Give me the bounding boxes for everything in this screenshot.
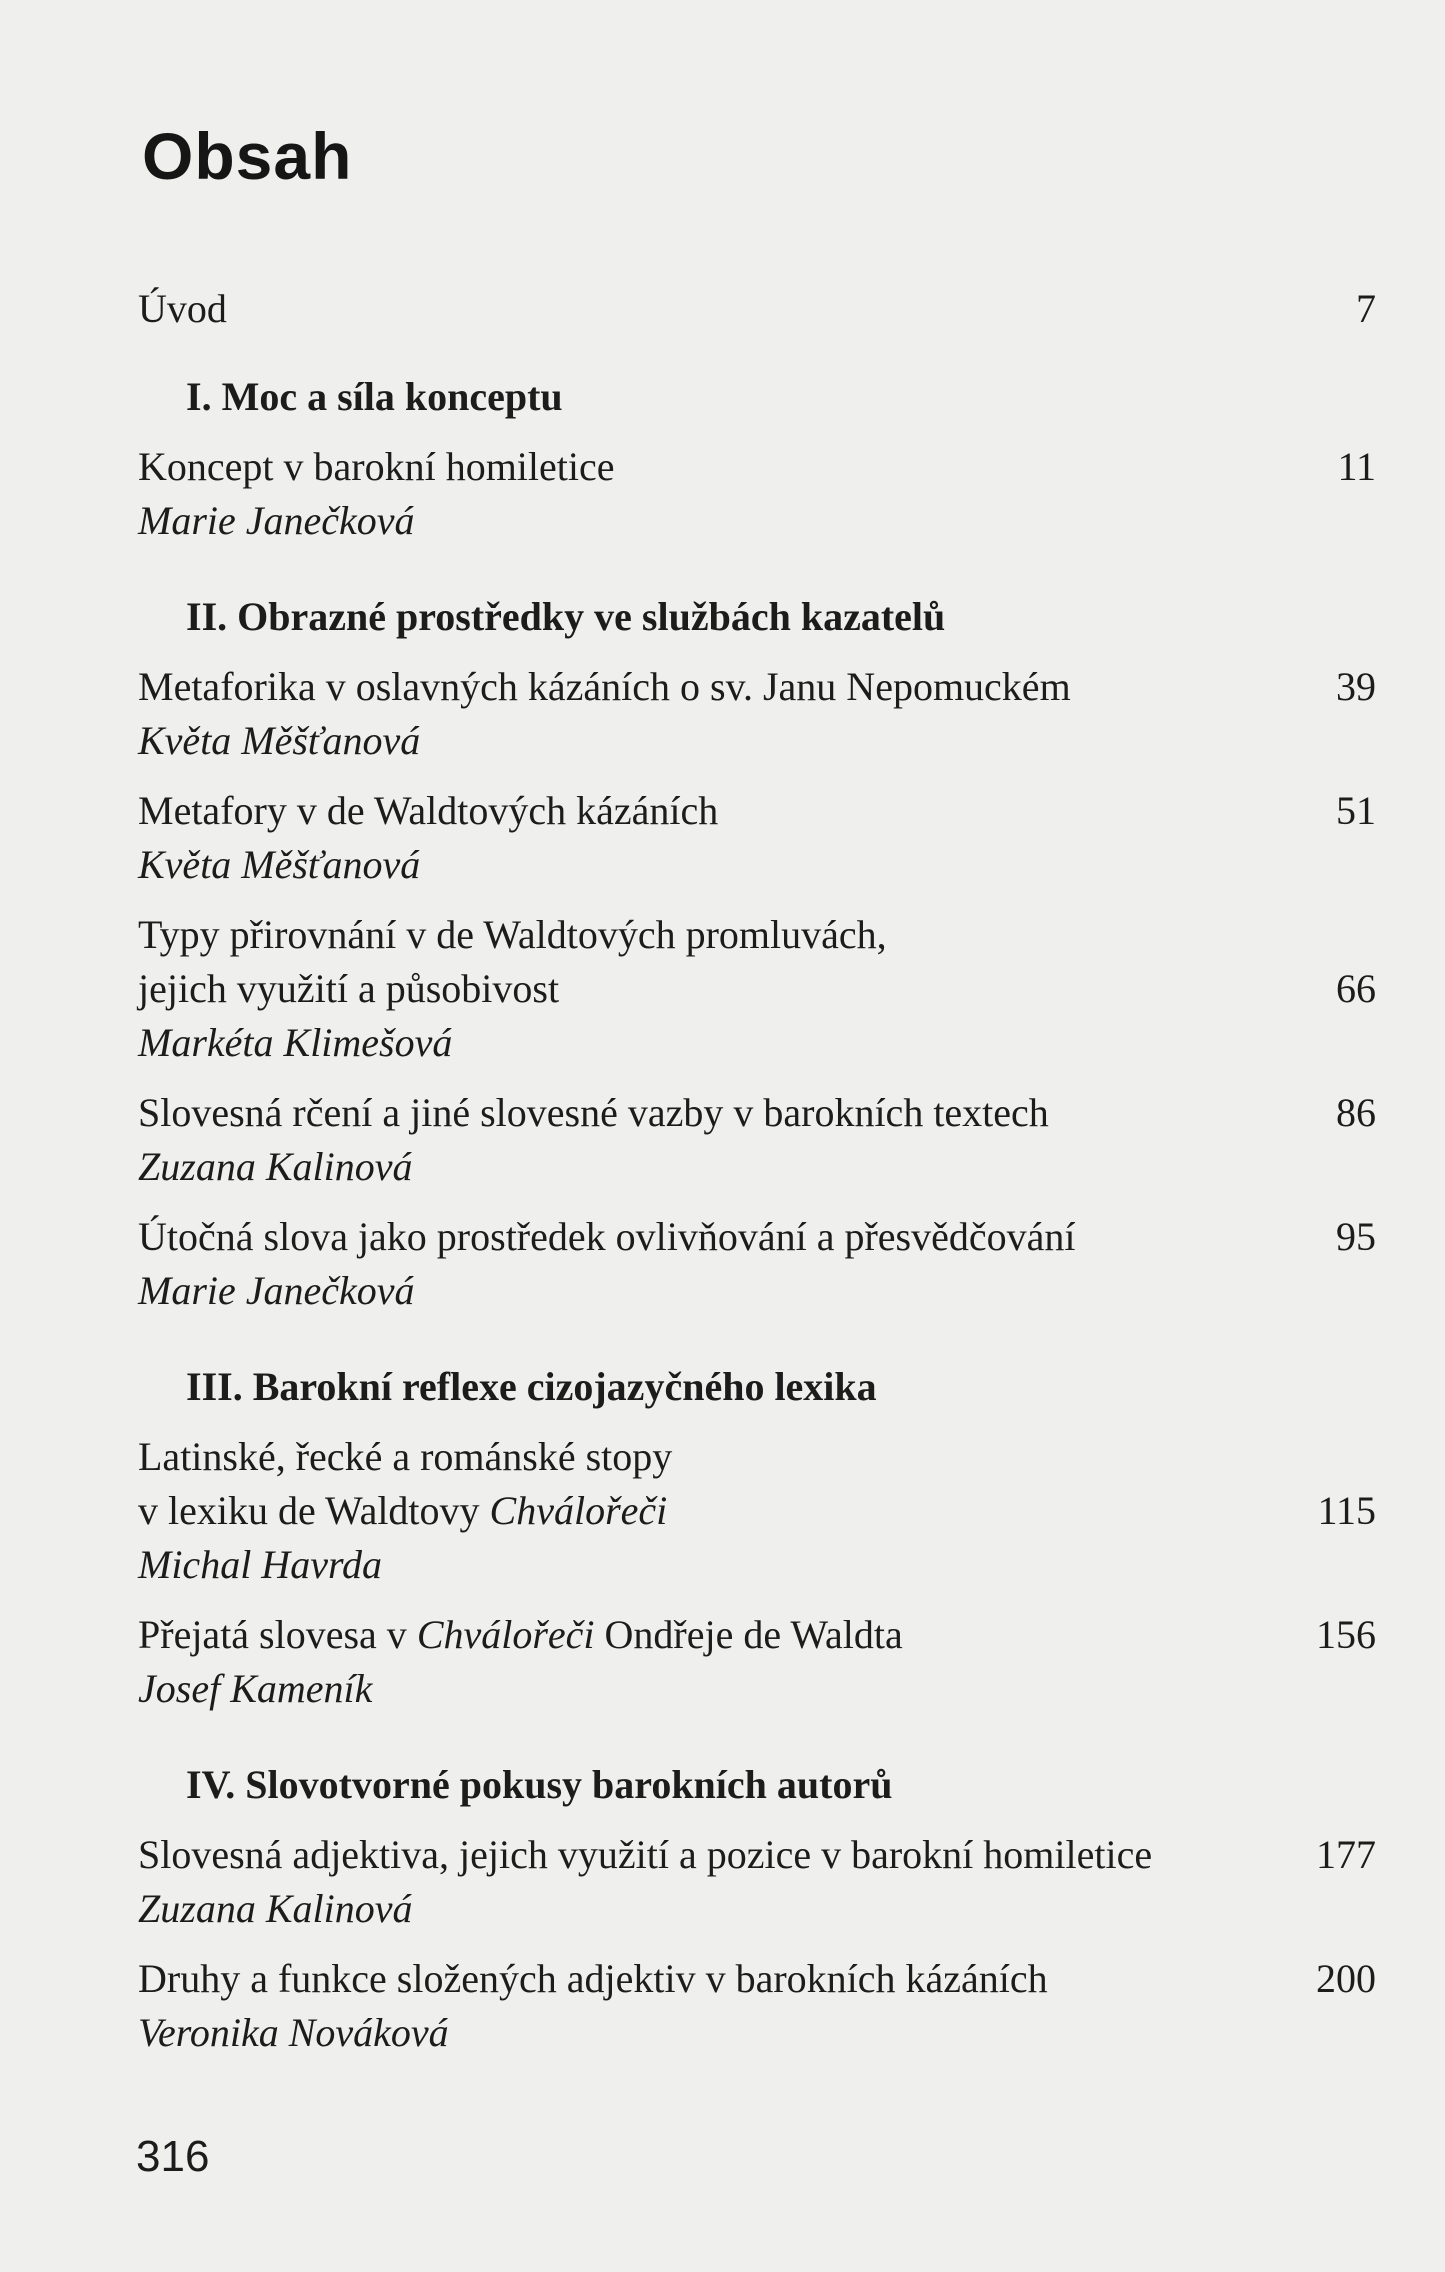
entry-title-italic: Chválořeči [489, 1488, 668, 1533]
entry-author: Josef Kameník [138, 1666, 373, 1711]
entry-title-italic: Chválořeči [416, 1612, 595, 1657]
entry-page: 66 [1336, 966, 1376, 1011]
entry-page: 156 [1316, 1612, 1376, 1657]
entry-title-prefix: Přejatá slovesa v [138, 1612, 417, 1657]
entry-page: 200 [1316, 1956, 1376, 2001]
entry-title-line2: jejich využití a působivost [138, 966, 560, 1011]
entry-title: Útočná slova jako prostředek ovlivňování a přesvědčování [138, 1214, 1076, 1259]
entry-title: Metafory v de Waldtových kázáních [138, 788, 719, 833]
toc-entry [138, 1608, 1376, 1716]
toc-entry [138, 440, 1376, 548]
entry-title: Koncept v barokní homiletice [138, 444, 615, 489]
entry-page: 39 [1336, 664, 1376, 709]
entry-page: 177 [1316, 1832, 1376, 1877]
entry-page: 7 [1356, 286, 1376, 331]
toc-entry [138, 1086, 1376, 1194]
page-number: 316 [136, 2132, 210, 2181]
toc-entry [138, 1210, 1376, 1318]
entry-title-line2 [138, 1484, 1376, 1538]
entry-title: Metaforika v oslavných kázáních o sv. Janu Nepomuckém [138, 664, 1071, 709]
entry-title: Slovesná rčení a jiné slovesné vazby v barokních textech [138, 1090, 1049, 1135]
entry-page: 11 [1337, 444, 1376, 489]
entry-author: Marie Janečková [138, 498, 415, 543]
toc-entry [138, 908, 1376, 1070]
entry-page: 51 [1336, 788, 1376, 833]
table-of-contents [138, 282, 1376, 2060]
entry-page: 86 [1336, 1090, 1376, 1135]
entry-author: Veronika Nováková [138, 2010, 449, 2055]
toc-entry-intro [138, 282, 1376, 336]
toc-entry [138, 1952, 1376, 2060]
entry-page: 95 [1336, 1214, 1376, 1259]
entry-title-prefix: v lexiku de Waldtovy [138, 1488, 490, 1533]
entry-author: Zuzana Kalinová [138, 1144, 413, 1189]
entry-title [138, 1608, 1376, 1662]
entry-page: 115 [1317, 1488, 1376, 1533]
entry-title: Slovesná adjektiva, jejich využití a pozice v barokní homiletice [138, 1832, 1153, 1877]
toc-entry [138, 1828, 1376, 1936]
entry-title: Latinské, řecké a románské stopy [138, 1434, 673, 1479]
entry-author: Zuzana Kalinová [138, 1886, 413, 1931]
toc-entry [138, 784, 1376, 892]
section-heading: IV. Slovotvorné pokusy barokních autorů [186, 1762, 893, 1807]
entry-author: Michal Havrda [138, 1542, 383, 1587]
toc-entry [138, 1430, 1376, 1592]
section-heading: II. Obrazné prostředky ve službách kazatelů [186, 594, 946, 639]
entry-title-suffix: Ondřeje de Waldta [594, 1612, 903, 1657]
toc-entry [138, 660, 1376, 768]
section-heading: III. Barokní reflexe cizojazyčného lexika [186, 1364, 877, 1409]
entry-author: Marie Janečková [138, 1268, 415, 1313]
page-title: Obsah [142, 119, 353, 193]
entry-author: Květa Měšťanová [138, 718, 421, 763]
entry-title: Typy přirovnání v de Waldtových promluvách, [138, 912, 887, 957]
entry-title: Úvod [138, 286, 227, 331]
entry-author: Markéta Klimešová [138, 1020, 453, 1065]
entry-author: Květa Měšťanová [138, 842, 421, 887]
entry-title: Druhy a funkce složených adjektiv v barokních kázáních [138, 1956, 1048, 2001]
section-heading: I. Moc a síla konceptu [186, 374, 563, 419]
